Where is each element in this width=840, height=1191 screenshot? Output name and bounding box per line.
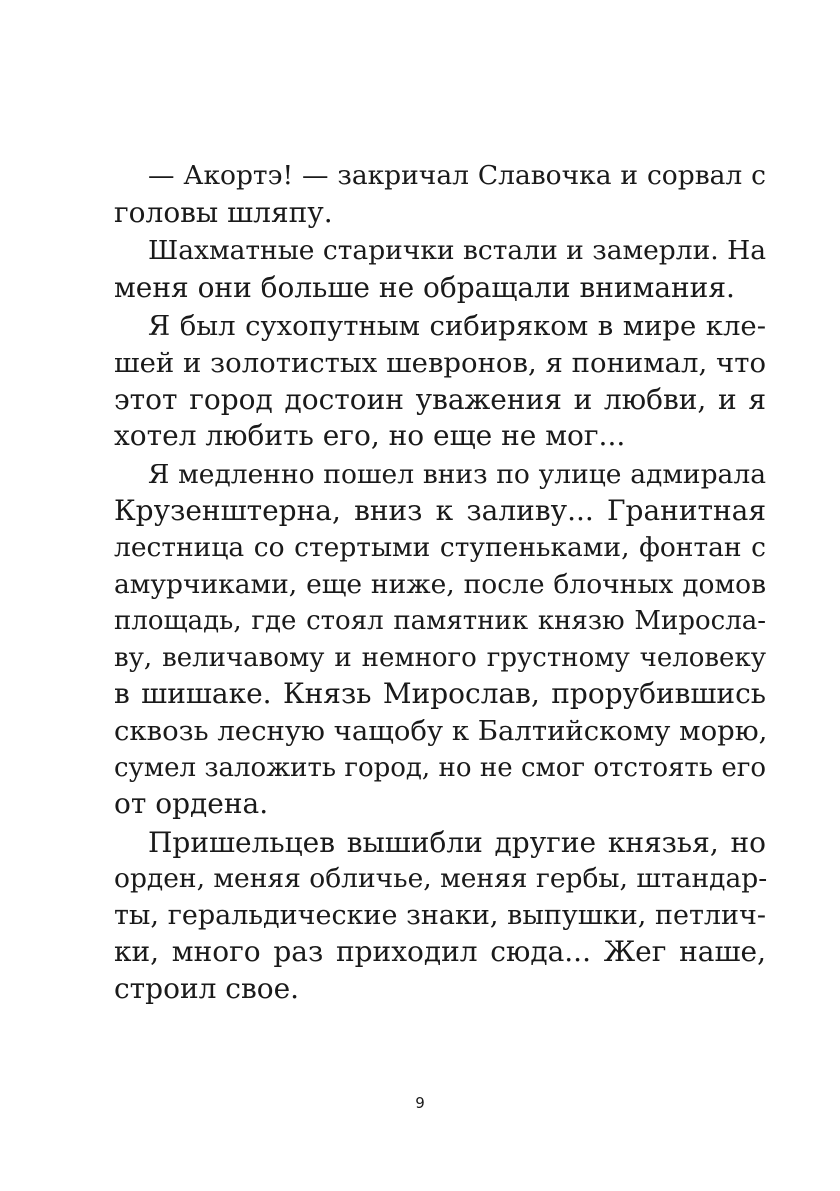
paragraph-5 (114, 825, 766, 1008)
text-line: хотел любить его, но еще не мог... (114, 419, 626, 453)
text-line: меня они больше не обращали внимания. (114, 270, 735, 304)
body-text (114, 158, 766, 1008)
text-line: ты, геральдические знаки, выпушки, петлич- (114, 899, 766, 931)
text-line: в шишаке. Князь Мирослав, прорубившись (114, 677, 766, 711)
page-number: 9 (415, 1094, 425, 1112)
text-line: шей и золотистых шевронов, я понимал, что (114, 346, 766, 379)
text-line: Шахматные старички встали и замерли. На (148, 235, 767, 267)
text-line: сквозь лесную чащобу к Балтийскому морю, (114, 714, 768, 747)
paragraph-1 (114, 158, 766, 231)
text-line: головы шляпу. (114, 195, 333, 229)
text-line: площадь, где стоял памятник князю Миросла- (114, 606, 766, 637)
text-line: строил свое. (114, 972, 300, 1006)
text-line: лестница со стертыми ступеньками, фонтан с (114, 531, 766, 563)
text-line: Крузенштерна, вниз к заливу... Гранитная (114, 494, 766, 528)
text-line: сумел заложить город, но не смог отстоять его (114, 752, 766, 783)
paragraph-4 (114, 457, 766, 823)
text-line: Я был сухопутным сибиряком в мире кле- (148, 310, 766, 343)
paragraph-2 (114, 233, 766, 306)
text-line: от ордена. (114, 787, 269, 821)
text-line: амурчиками, еще ниже, после блочных домов (114, 568, 766, 600)
text-line: Пришельцев вышибли другие князья, но (148, 825, 766, 859)
text-line: ву, величавому и немного грустному человеку (114, 642, 766, 673)
paragraph-3 (114, 308, 766, 454)
text-line: этот город достоин уважения и любви, и я (114, 382, 766, 416)
text-line: Я медленно пошел вниз по улице адмирала (148, 458, 766, 490)
text-line: орден, меняя обличье, меняя гербы, штандар- (114, 863, 768, 895)
text-line: — Акортэ! — закричал Славочка и сорвал с (148, 160, 766, 191)
text-line: ки, много раз приходил сюда... Жег наше, (114, 935, 766, 969)
